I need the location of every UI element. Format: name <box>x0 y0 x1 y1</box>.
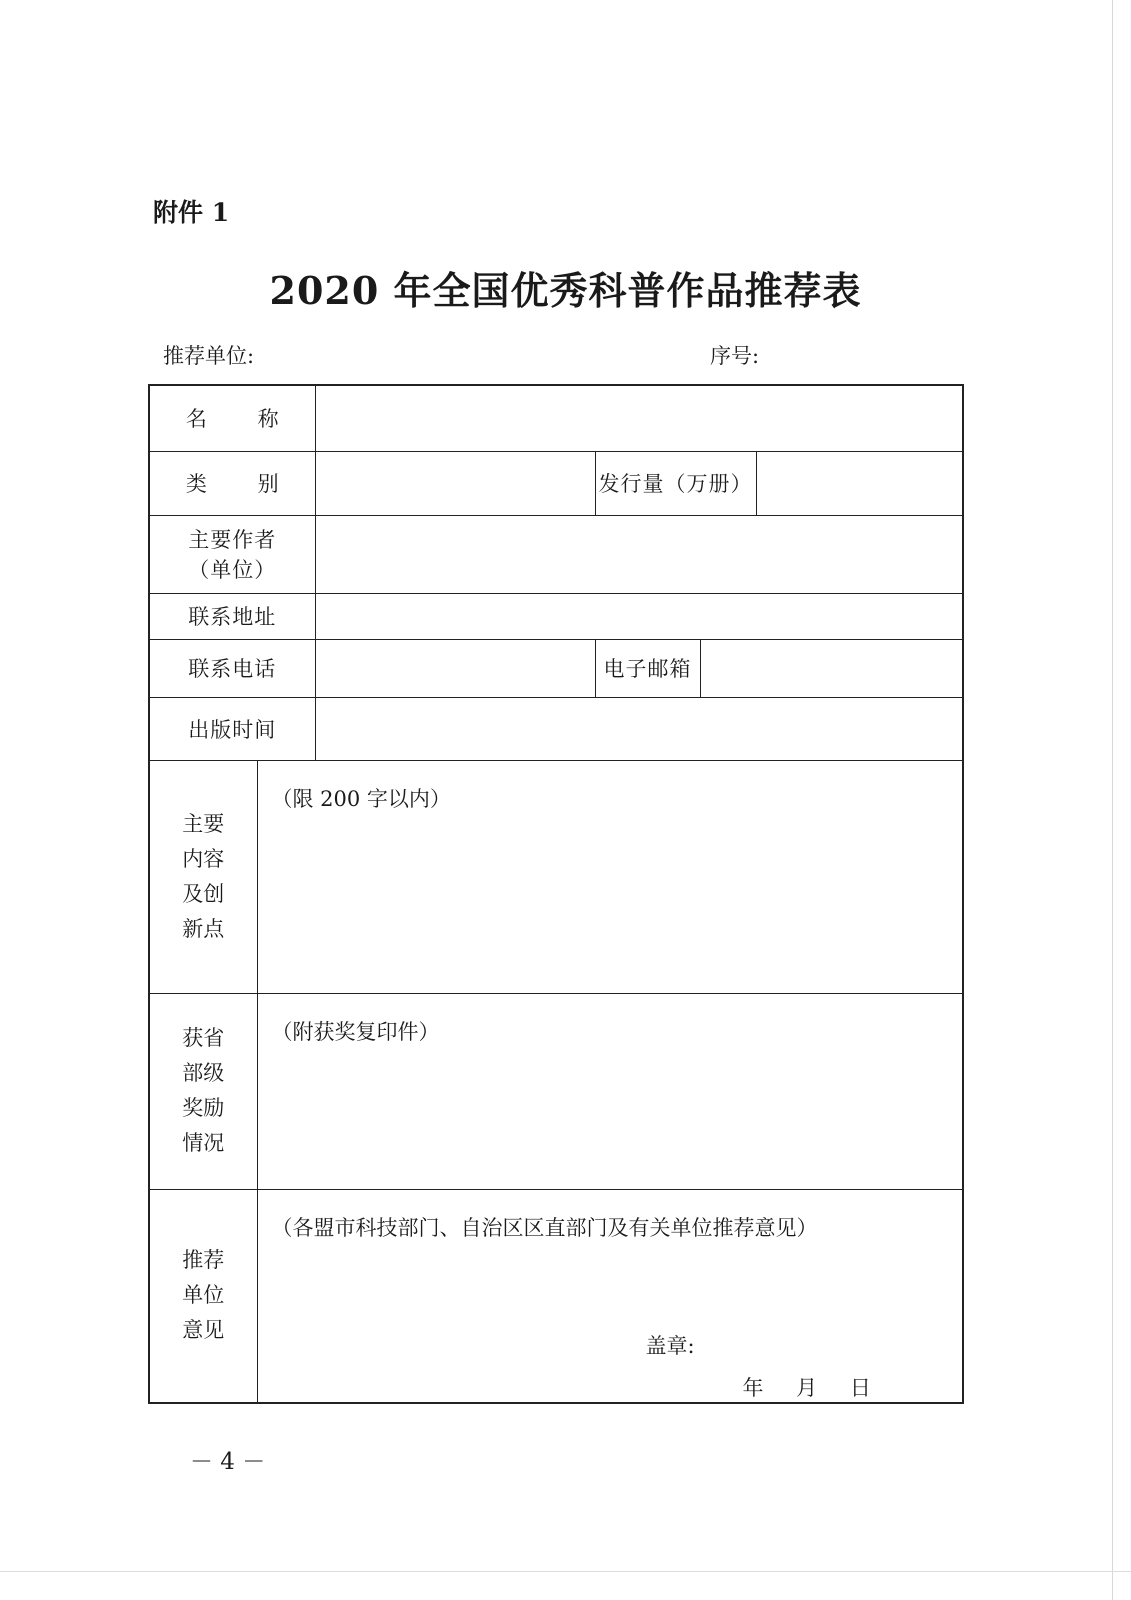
main-author-label-line: （单位） <box>188 558 277 582</box>
name-label: 名 称 <box>149 385 315 451</box>
awards-label-line: 奖励 <box>182 1096 225 1120</box>
opinion-label-line: 意见 <box>182 1318 225 1343</box>
recommendation-form-table <box>148 384 964 1404</box>
attachment-label: 附件 1 <box>153 198 230 227</box>
content-label-line: 主要 <box>182 811 225 836</box>
content-note: （限 200 字以内） <box>271 786 451 811</box>
content-label-line: 及创 <box>182 881 225 906</box>
circulation-field[interactable] <box>756 451 963 515</box>
awards-label-line: 获省 <box>182 1026 225 1050</box>
main-author-label <box>149 515 315 593</box>
phone-field[interactable] <box>315 639 595 697</box>
content-field[interactable] <box>257 760 963 993</box>
opinion-label <box>149 1189 257 1403</box>
category-label: 类 别 <box>149 451 315 515</box>
opinion-note: （各盟市科技部门、自治区区直部门及有关单位推荐意见） <box>271 1215 818 1240</box>
opinion-label-line: 单位 <box>182 1283 225 1308</box>
awards-field[interactable] <box>257 993 963 1189</box>
page-edge <box>0 1571 1131 1572</box>
content-label <box>149 760 257 993</box>
content-label-line: 内容 <box>182 846 225 871</box>
circulation-label: 发行量（万册） <box>595 451 756 515</box>
opinion-label-line: 推荐 <box>182 1248 225 1273</box>
email-label: 电子邮箱 <box>595 639 700 697</box>
document-title: 2020 年全国优秀科普作品推荐表 <box>269 268 862 313</box>
recommend-unit-label: 推荐单位: <box>163 344 255 368</box>
content-label-line: 新点 <box>182 916 225 941</box>
main-author-label-line: 主要作者 <box>188 528 277 552</box>
address-field[interactable] <box>315 593 963 639</box>
date-line: 年 月 日 <box>742 1375 871 1400</box>
serial-number-label: 序号: <box>710 344 760 368</box>
email-field[interactable] <box>700 639 963 697</box>
page-number: － 4 － <box>190 1449 266 1475</box>
phone-label: 联系电话 <box>149 639 315 697</box>
awards-note: （附获奖复印件） <box>271 1019 440 1044</box>
opinion-field[interactable] <box>257 1189 963 1403</box>
seal-label: 盖章: <box>645 1333 695 1358</box>
category-field[interactable] <box>315 451 595 515</box>
page-edge <box>1112 0 1113 1600</box>
awards-label <box>149 993 257 1189</box>
name-field[interactable] <box>315 385 963 451</box>
publish-time-field[interactable] <box>315 697 963 760</box>
main-author-field[interactable] <box>315 515 963 593</box>
publish-time-label: 出版时间 <box>149 697 315 760</box>
address-label: 联系地址 <box>149 593 315 639</box>
awards-label-line: 部级 <box>182 1061 225 1085</box>
awards-label-line: 情况 <box>182 1131 225 1155</box>
